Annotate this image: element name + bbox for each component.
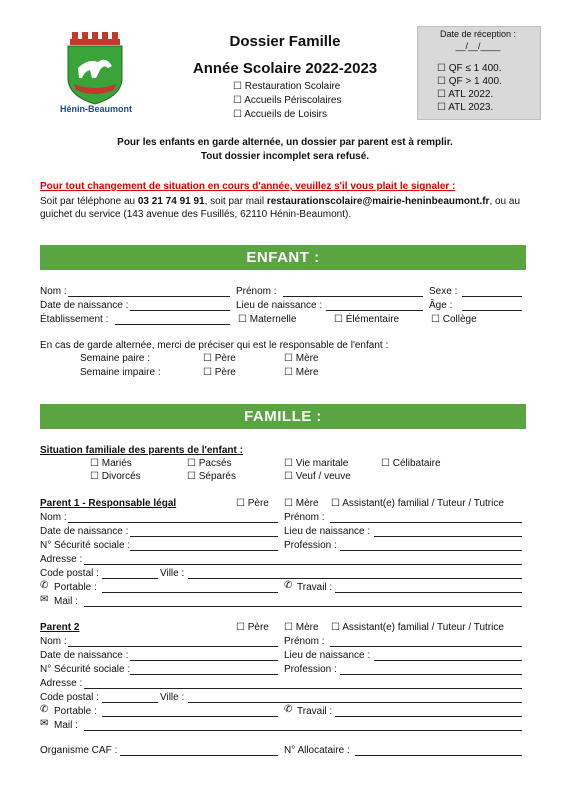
p2-profession-label: Profession : bbox=[284, 664, 337, 675]
enfant-naissance-field[interactable] bbox=[130, 300, 230, 311]
checkbox-celibataire[interactable]: ☐ Célibataire bbox=[381, 458, 441, 469]
p2-adresse-label: Adresse : bbox=[40, 678, 83, 689]
p1-portable-label: Portable : bbox=[54, 582, 97, 593]
enfant-lieu-field[interactable] bbox=[326, 300, 423, 311]
reception-title: Date de réception : bbox=[439, 29, 517, 39]
checkbox-loisirs[interactable]: ☐ Accueils de Loisirs bbox=[233, 109, 327, 120]
p1-profession-label: Profession : bbox=[284, 540, 337, 551]
notice-change-warning: Pour tout changement de situation en cours d'année, veuillez s'il vous plait le signaler : bbox=[40, 181, 456, 192]
checkbox-elementaire[interactable]: ☐ Élémentaire bbox=[334, 314, 399, 325]
checkbox-separes[interactable]: ☐ Séparés bbox=[187, 471, 236, 482]
p1-adresse-field[interactable] bbox=[84, 554, 522, 565]
p2-cp-label: Code postal : bbox=[40, 692, 99, 703]
phone-icon: ✆ bbox=[40, 704, 49, 715]
allocataire-field[interactable] bbox=[355, 745, 522, 756]
enfant-naissance-label: Date de naissance : bbox=[40, 300, 129, 311]
p1-naissance-field[interactable] bbox=[130, 526, 278, 537]
p2-portable-field[interactable] bbox=[102, 706, 278, 717]
checkbox-college[interactable]: ☐ Collège bbox=[431, 314, 477, 325]
enfant-nom-label: Nom : bbox=[40, 286, 67, 297]
p2-cp-field[interactable] bbox=[102, 692, 158, 703]
checkbox-restauration[interactable]: ☐ Restauration Scolaire bbox=[233, 81, 340, 92]
checkbox-atl-2022[interactable]: ☐ ATL 2022. bbox=[437, 89, 493, 100]
checkbox-impaire-pere[interactable]: ☐ Père bbox=[203, 367, 236, 378]
enfant-lieu-label: Lieu de naissance : bbox=[236, 300, 323, 311]
enfant-etab-label: Établissement : bbox=[40, 314, 109, 325]
contact-text-a: Soit par téléphone au bbox=[40, 196, 138, 207]
contact-email[interactable]: restaurationscolaire@mairie-heninbeaumont.fr bbox=[266, 196, 490, 207]
p2-mail-field[interactable] bbox=[84, 720, 522, 731]
p1-lieu-field[interactable] bbox=[374, 526, 522, 537]
mail-icon: ✉ bbox=[40, 594, 49, 605]
checkbox-atl-2023[interactable]: ☐ ATL 2023. bbox=[437, 102, 493, 113]
p2-lieu-label: Lieu de naissance : bbox=[284, 650, 371, 661]
p1-prenom-label: Prénom : bbox=[284, 512, 325, 523]
p2-prenom-label: Prénom : bbox=[284, 636, 325, 647]
p1-profession-field[interactable] bbox=[340, 540, 522, 551]
contact-text-b: , soit par mail bbox=[204, 196, 267, 207]
p1-lieu-label: Lieu de naissance : bbox=[284, 526, 371, 537]
p1-portable-field[interactable] bbox=[102, 582, 278, 593]
p1-prenom-field[interactable] bbox=[330, 512, 522, 523]
checkbox-p1-pere[interactable]: ☐ Père bbox=[236, 498, 269, 509]
p1-mail-field[interactable] bbox=[84, 596, 522, 607]
p2-lieu-field[interactable] bbox=[374, 650, 522, 661]
p2-naissance-label: Date de naissance : bbox=[40, 650, 129, 661]
notice-incomplete: Tout dossier incomplet sera refusé. bbox=[200, 151, 370, 162]
checkbox-impaire-mere[interactable]: ☐ Mère bbox=[284, 367, 319, 378]
p2-naissance-field[interactable] bbox=[130, 650, 278, 661]
p1-travail-field[interactable] bbox=[335, 582, 522, 593]
checkbox-p2-pere[interactable]: ☐ Père bbox=[236, 622, 269, 633]
city-name: Hénin-Beaumont bbox=[60, 104, 132, 114]
p2-ville-label: Ville : bbox=[160, 692, 185, 703]
p1-naissance-label: Date de naissance : bbox=[40, 526, 129, 537]
reception-date: __/__/____ bbox=[455, 41, 501, 51]
school-year: Année Scolaire 2022-2023 bbox=[192, 60, 378, 77]
p2-nom-field[interactable] bbox=[68, 636, 278, 647]
p2-adresse-field[interactable] bbox=[84, 678, 522, 689]
checkbox-divorces[interactable]: ☐ Divorcés bbox=[90, 471, 141, 482]
p2-ville-field[interactable] bbox=[188, 692, 522, 703]
p2-secu-field[interactable] bbox=[130, 664, 278, 675]
checkbox-vie-maritale[interactable]: ☐ Vie maritale bbox=[284, 458, 348, 469]
p1-secu-label: N° Sécurité sociale : bbox=[40, 540, 131, 551]
p2-prenom-field[interactable] bbox=[330, 636, 522, 647]
p2-secu-label: N° Sécurité sociale : bbox=[40, 664, 131, 675]
checkbox-paire-mere[interactable]: ☐ Mère bbox=[284, 353, 319, 364]
checkbox-veuf[interactable]: ☐ Veuf / veuve bbox=[284, 471, 351, 482]
phone-icon: ✆ bbox=[40, 580, 49, 591]
contact-text-c: , ou au guichet du service (143 avenue des Fusillés, 62110 Hénin-Beaumont). bbox=[40, 196, 521, 220]
caf-field[interactable] bbox=[120, 745, 278, 756]
p1-travail-label: Travail : bbox=[297, 582, 333, 593]
notice-alternate-custody: Pour les enfants en garde alternée, un dossier par parent est à remplir. bbox=[117, 137, 453, 148]
p1-nom-field[interactable] bbox=[68, 512, 278, 523]
checkbox-paire-pere[interactable]: ☐ Père bbox=[203, 353, 236, 364]
p2-profession-field[interactable] bbox=[340, 664, 522, 675]
checkbox-pacses[interactable]: ☐ Pacsés bbox=[187, 458, 232, 469]
p1-ville-field[interactable] bbox=[188, 568, 522, 579]
situation-label: Situation familiale des parents de l'enfant : bbox=[40, 445, 243, 456]
mail-icon: ✉ bbox=[40, 718, 49, 729]
contact-phone: 03 21 74 91 91 bbox=[137, 196, 205, 207]
enfant-etab-field[interactable] bbox=[115, 314, 230, 325]
checkbox-qf-high[interactable]: ☐ QF > 1 400. bbox=[437, 76, 502, 87]
parent1-title: Parent 1 - Responsable légal bbox=[40, 498, 177, 509]
phone-icon: ✆ bbox=[284, 704, 293, 715]
enfant-prenom-field[interactable] bbox=[283, 286, 423, 297]
checkbox-p2-mere[interactable]: ☐ Mère bbox=[284, 622, 319, 633]
checkbox-maries[interactable]: ☐ Mariés bbox=[90, 458, 132, 469]
checkbox-periscolaire[interactable]: ☐ Accueils Périscolaires bbox=[233, 95, 341, 106]
p1-ville-label: Ville : bbox=[160, 568, 185, 579]
checkbox-maternelle[interactable]: ☐ Maternelle bbox=[238, 314, 296, 325]
p2-travail-label: Travail : bbox=[297, 706, 333, 717]
p2-nom-label: Nom : bbox=[40, 636, 67, 647]
p1-adresse-label: Adresse : bbox=[40, 554, 83, 565]
enfant-sexe-field[interactable] bbox=[462, 286, 522, 297]
checkbox-p1-assistant[interactable]: ☐ Assistant(e) familial / Tuteur / Tutrice bbox=[331, 498, 504, 509]
phone-icon: ✆ bbox=[284, 580, 293, 591]
p2-travail-field[interactable] bbox=[335, 706, 522, 717]
enfant-sexe-label: Sexe : bbox=[429, 286, 458, 297]
p1-cp-label: Code postal : bbox=[40, 568, 99, 579]
p1-mail-label: Mail : bbox=[54, 596, 78, 607]
p2-mail-label: Mail : bbox=[54, 720, 78, 731]
semaine-impaire-label: Semaine impaire : bbox=[80, 367, 161, 378]
garde-question: En cas de garde alternée, merci de préciser qui est le responsable de l'enfant : bbox=[40, 340, 389, 351]
enfant-nom-field[interactable] bbox=[68, 286, 230, 297]
checkbox-qf-low[interactable]: ☐ QF ≤ 1 400. bbox=[437, 63, 501, 74]
p1-secu-field[interactable] bbox=[130, 540, 278, 551]
semaine-paire-label: Semaine paire : bbox=[80, 353, 151, 364]
p1-nom-label: Nom : bbox=[40, 512, 67, 523]
section-famille: FAMILLE : bbox=[40, 404, 526, 429]
checkbox-p1-mere[interactable]: ☐ Mère bbox=[284, 498, 319, 509]
checkbox-p2-assistant[interactable]: ☐ Assistant(e) familial / Tuteur / Tutrice bbox=[331, 622, 504, 633]
enfant-prenom-label: Prénom : bbox=[236, 286, 277, 297]
enfant-age-field[interactable] bbox=[462, 300, 522, 311]
notice-contact bbox=[40, 195, 530, 221]
p1-cp-field[interactable] bbox=[102, 568, 158, 579]
form-title: Dossier Famille bbox=[229, 33, 341, 50]
allocataire-label: N° Allocataire : bbox=[284, 745, 350, 756]
caf-label: Organisme CAF : bbox=[40, 745, 118, 756]
section-enfant: ENFANT : bbox=[40, 245, 526, 270]
p2-portable-label: Portable : bbox=[54, 706, 97, 717]
enfant-age-label: Âge : bbox=[429, 300, 453, 311]
parent2-title: Parent 2 bbox=[40, 622, 80, 633]
